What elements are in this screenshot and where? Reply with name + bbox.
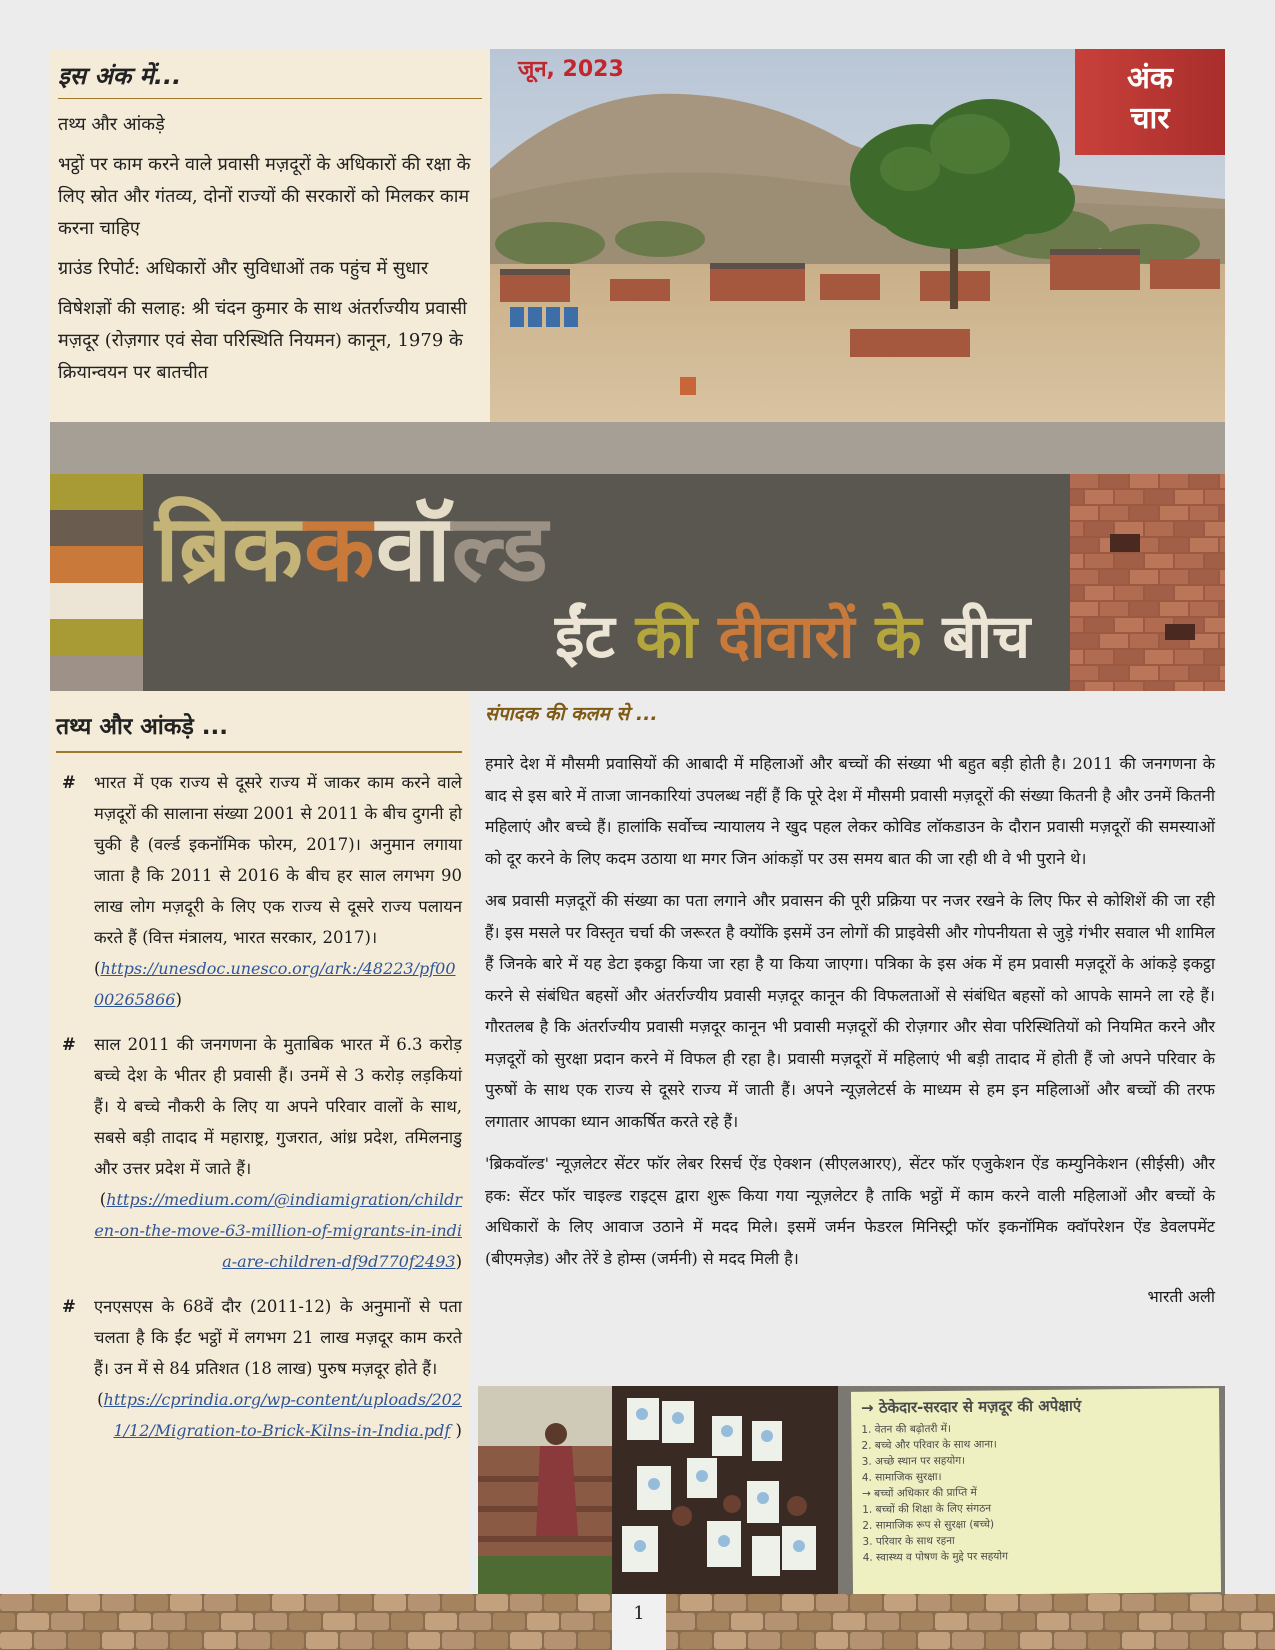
masthead-title-part: ल्ड xyxy=(451,495,549,602)
toc-item[interactable]: तथ्य और आंकड़े xyxy=(58,114,165,135)
fact-source: (https://cprindia.org/wp-content/uploads/2021/12/Migration-to-Brick-Kilns-in-India.pdf ) xyxy=(97,1390,462,1440)
fact-marker: # xyxy=(62,1297,76,1316)
masthead-subtitle-part: बीच xyxy=(942,602,1031,672)
whiteboard-title: → ठेकेदार-सरदार से मज़दूर की अपेक्षाएं xyxy=(861,1396,1082,1417)
hero-photo xyxy=(490,49,1225,422)
whiteboard-line: 1. बच्चों की शिक्षा के लिए संगठन xyxy=(862,1502,992,1516)
whiteboard-line: 4. सामाजिक सुरक्षा। xyxy=(861,1470,942,1484)
toc-box xyxy=(50,49,490,422)
masthead-title xyxy=(155,474,549,624)
color-swatch-strip xyxy=(50,474,143,691)
whiteboard-line: 2. सामाजिक रूप से सुरक्षा (बच्चे) xyxy=(862,1518,995,1532)
editorial-paragraph: हमारे देश में मौसमी प्रवासियों की आबादी में महिलाओं और बच्चों की संख्या भी बहुत बड़ी होती है। 2011 की जनगणना के बाद से इस बारे में ताजा जानकारियां उपलब्ध नहीं हैं कि पूरे देश में मौसमी प्रवासी मज़दूरों की संख्या कितनी है और उनमें कितनी महिलाएं और बच्चे हैं। हालांकि सर्वोच्च न्यायालय ने खुद पहल लेकर कोविड लॉकडाउन के दौरान प्रवासी मज़दूरों की समस्याओं को दूर करने के लिए कदम उठाया था मगर जिन आंकड़ों पर उस समय बात की जा रही थी वे भी पुराने थे। xyxy=(485,754,1215,868)
photo-strip xyxy=(478,1386,1225,1594)
facts-column xyxy=(50,691,470,1591)
toc-item[interactable]: ग्राउंड रिपोर्ट: अधिकारों और सुविधाओं तक पहुंच में सुधार xyxy=(58,258,429,279)
page-number: 1 xyxy=(612,1594,666,1650)
whiteboard-line: 4. स्वास्थ्य व पोषण के मुद्दे पर सहयोग xyxy=(862,1550,1009,1564)
color-swatch xyxy=(50,655,143,691)
fact-item xyxy=(56,1291,462,1446)
brick-stack-graphic xyxy=(1070,474,1225,691)
fact-text: भारत में एक राज्य से दूसरे राज्य में जाकर काम करने वाले मज़दूरों की सालाना संख्या 2001 से 2011 के बीच दुगनी हो चुकी है (वर्ल्ड इकनॉमिक फोरम, 2017)। अनुमान लगाया जाता है कि 2011 से 2016 के बीच हर साल लगभग 90 लाख लोग मज़दूरी के लिए एक राज्य से दूसरे राज्य पलायन करते हैं (वित्त मंत्रालय, भारत सरकार, 2017)। xyxy=(94,773,462,947)
editorial-paragraph: अब प्रवासी मज़दूरों की संख्या का पता लगाने और प्रवासन की पूरी प्रक्रिया पर नजर रखने के लिए फिर से कोशिशें की जा रही हैं। इस मसले पर विस्तृत चर्चा की जरूरत है क्योंकि इसमें उन लोगों की प्राइवेसी और गोपनीयता से जुड़े गंभीर सवाल भी शामिल हैं जिनके बारे में यह डेटा इकट्ठा किया जा रहा है या किया जाएगा। पत्रिका के इस अंक में हम प्रवासी मज़दूरों के आंकड़े इकट्ठा करने से संबंधित बहसों और अंतर्राज्यीय प्रवासी मज़दूर कानून की विफलताओं से संबंधित बहसों को आपके सामने ला रहे हैं। गौरतलब है कि अंतर्राज्यीय प्रवासी मज़दूर कानून भी प्रवासी मज़दूरों की रोज़गार और सेवा परिस्थितियों को नियमित करने और मज़दूरों को सुरक्षा प्रदान करने में विफल ही रहा है। प्रवासी मज़दूरों में महिलाएं भी बड़ी तादाद में होती हैं जो अपने परिवार के पुरुषों के साथ एक राज्य से दूसरे राज्य में जाती हैं। अपने न्यूज़लेटर्स के माध्यम से हम इन महिलाओं और बच्चों की तरफ लगातार आपका ध्यान आकर्षित करते रहे हैं। xyxy=(485,891,1215,1131)
masthead-subtitle-part: के xyxy=(875,602,943,672)
whiteboard-photo xyxy=(838,1386,1225,1594)
divider-band xyxy=(50,422,1225,474)
fact-source-link[interactable]: https://unesdoc.unesco.org/ark:/48223/pf0000265866 xyxy=(94,959,456,1009)
issue-badge-line1: अंक xyxy=(1127,61,1173,96)
whiteboard xyxy=(851,1388,1221,1594)
toc-item[interactable]: भट्ठों पर काम करने वाले प्रवासी मज़दूरों के अधिकारों की रक्षा के लिए स्रोत और गंतव्य, दोनों राज्यों की सरकारों को मिलकर काम करना चाहिए xyxy=(58,154,471,239)
whiteboard-line: → बच्चों अधिकार की प्राप्ति में xyxy=(861,1486,977,1500)
toc-heading: इस अंक में... xyxy=(58,57,482,99)
masthead-title-part: वॉ xyxy=(375,495,452,602)
fact-source-link[interactable]: https://cprindia.org/wp-content/uploads/2021/12/Migration-to-Brick-Kilns-in-India.pdf xyxy=(103,1390,462,1440)
issue-date: जून, 2023 xyxy=(518,57,624,82)
color-swatch xyxy=(50,583,143,619)
masthead-title-part: ब्रिक xyxy=(155,495,305,602)
masthead-subtitle-part: ईंट xyxy=(555,602,636,672)
fact-text: साल 2011 की जनगणना के मुताबिक भारत में 6.3 करोड़ बच्चे देश के भीतर ही प्रवासी हैं। उनमें से 3 करोड़ लड़कियां हैं। ये बच्चे नौकरी के लिए या अपने परिवार वालों के साथ, सबसे बड़ी तादाद में महाराष्ट्र, गुजरात, आंध्र प्रदेश, तमिलनाडु और उत्तर प्रदेश में जाते हैं। xyxy=(94,1035,462,1178)
worker-photo xyxy=(478,1386,612,1594)
woman-at-brick-kiln-image xyxy=(478,1386,612,1594)
brick-stack-image xyxy=(1070,474,1225,691)
editorial-section xyxy=(485,700,1215,1307)
whiteboard-line: 1. वेतन की बढ़ोतरी में। xyxy=(861,1422,952,1436)
whiteboard-line: 2. बच्चे और परिवार के साथ आना। xyxy=(861,1438,997,1452)
masthead-subtitle xyxy=(555,592,1030,682)
masthead-title-part: क xyxy=(304,495,376,602)
whiteboard-line: 3. अच्छे स्थान पर सहयोग। xyxy=(861,1454,966,1468)
fact-source: (https://unesdoc.unesco.org/ark:/48223/pf0000265866) xyxy=(94,959,456,1009)
whiteboard-line: 3. परिवार के साथ रहना xyxy=(862,1534,955,1548)
fact-marker: # xyxy=(62,1035,76,1054)
color-swatch xyxy=(50,619,143,655)
children-drawings-photo xyxy=(612,1386,838,1594)
fact-source: (https://medium.com/@indiamigration/children-on-the-move-63-million-of-migrants-in-india-are-children-df9d770f2493) xyxy=(94,1190,462,1271)
masthead-subtitle-part: दीवारों xyxy=(718,602,876,672)
editorial-heading: संपादक की कलम से ... xyxy=(485,703,658,725)
masthead xyxy=(50,474,1225,691)
children-holding-drawings-image xyxy=(612,1386,838,1594)
editorial-paragraph: 'ब्रिकवॉल्ड' न्यूज़लेटर सेंटर फॉर लेबर रिसर्च ऐंड ऐक्शन (सीएलआरए), सेंटर फॉर एजुकेशन ऐंड कम्युनिकेशन (सीईसी) और हक: सेंटर फॉर चाइल्ड राइट्स द्वारा शुरू किया गया न्यूज़लेटर है ताकि भट्ठों में काम करने वाली महिलाओं और बच्चों के अधिकारों के लिए आवाज उठाने में मदद मिले। इसमें जर्मन फेडरल मिनिस्ट्री फॉर इकनॉमिक क्वॉपरेशन ऐंड डेवलपमेंट (बीएमज़ेड) और तेरें डे होम्स (जर्मनी) से मदद मिली है। xyxy=(485,1154,1215,1268)
fact-item xyxy=(56,1029,462,1277)
fact-source-link[interactable]: https://medium.com/@indiamigration/children-on-the-move-63-million-of-migrants-in-india-are-children-df9d770f2493 xyxy=(94,1190,462,1271)
color-swatch xyxy=(50,546,143,582)
editorial-author: भारती अली xyxy=(1147,1287,1215,1306)
fact-marker: # xyxy=(62,773,76,792)
issue-number-badge xyxy=(1075,49,1225,155)
fact-text: एनएसएस के 68वें दौर (2011-12) के अनुमानों से पता चलता है कि ईंट भट्ठों में लगभग 21 लाख मज़दूर काम करते हैं। उन में से 84 प्रतिशत (18 लाख) पुरुष मज़दूर होते हैं। xyxy=(94,1297,462,1378)
facts-heading: तथ्य और आंकड़े ... xyxy=(56,701,462,753)
issue-badge-line2: चार xyxy=(1130,101,1170,136)
toc-item[interactable]: विषेशज्ञों की सलाह: श्री चंदन कुमार के साथ अंतर्राज्यीय प्रवासी मज़दूर (रोज़गार एवं सेवा परिस्थिति नियमन) कानून, 1979 के क्रियान्वयन पर बातचीत xyxy=(58,298,467,383)
masthead-subtitle-part: की xyxy=(635,602,719,672)
fact-item xyxy=(56,767,462,1015)
color-swatch xyxy=(50,510,143,546)
color-swatch xyxy=(50,474,143,510)
footer-brick-wall xyxy=(0,1594,1275,1650)
